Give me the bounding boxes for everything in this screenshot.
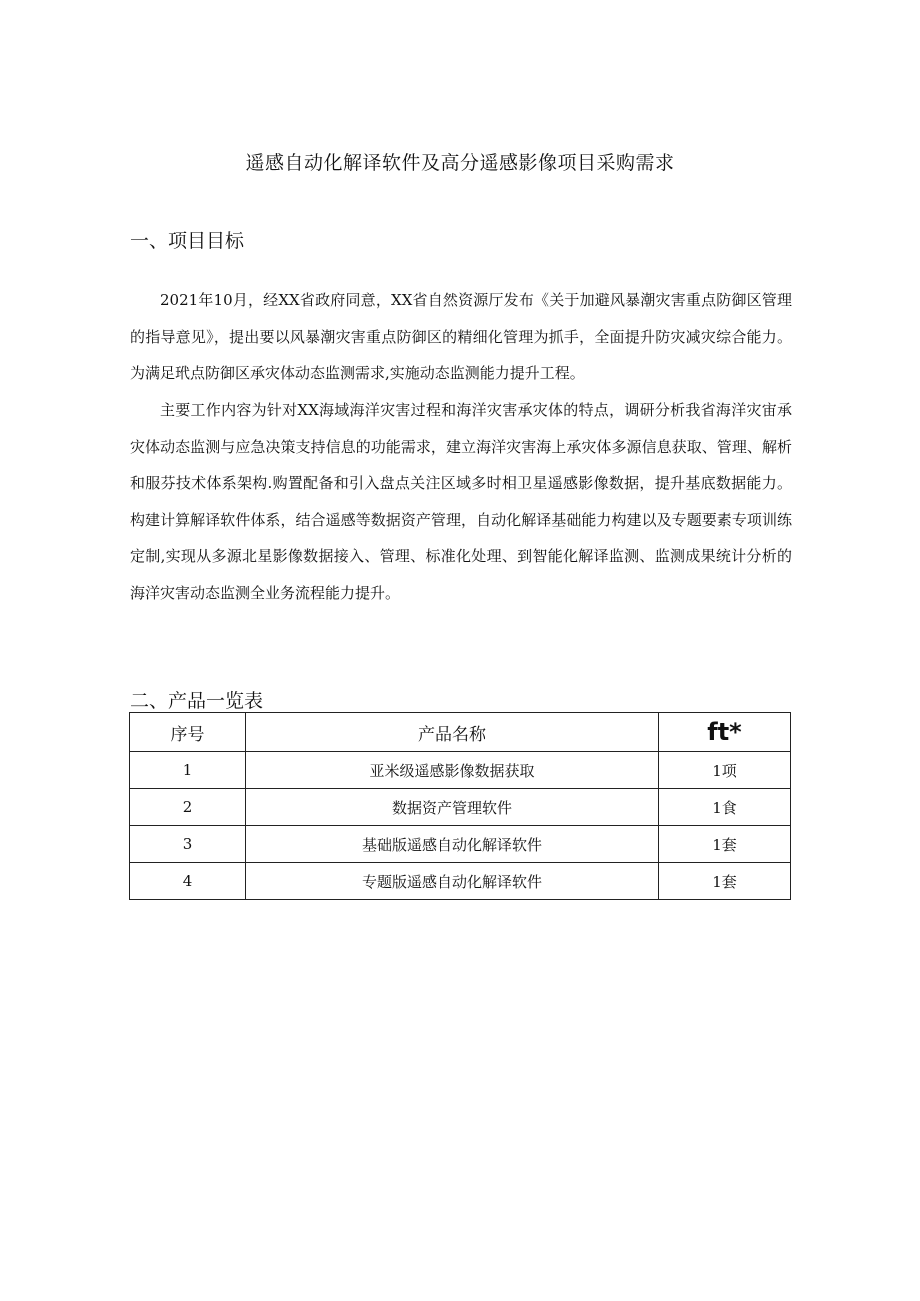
paragraph-main-work: 主要工作内容为针对XX海域海洋灾害过程和海洋灾害承灾体的特点，调研分析我省海洋灾宙承灾体动态监测与应急决策支持信息的功能需求，建立海洋灾害海上承灾体多源信息获取、管理、解析和服芬技术体系架构.购置配备和引入盘点关注区域多时相卫星遥感影像数据，提升基底数据能力。构建计算解译软件体系，结合遥感等数据资产管理，自动化解译基础能力构建以及专题要素专项训练定制,实现从多源北星影像数据接入、管理、标准化处理、到智能化解译监测、监测成果统计分析的海洋灾害动态监测全业务流程能力提升。 [130, 401, 792, 602]
cell-quantity: 1项 [659, 752, 791, 789]
cell-index: 1 [130, 752, 246, 789]
cell-index: 3 [130, 826, 246, 863]
header-product-name: 产品名称 [246, 713, 659, 752]
cell-quantity: 1套 [659, 826, 791, 863]
cell-product-name: 亚米级遥感影像数据获取 [246, 752, 659, 789]
section-heading-project-goal: 一、项目目标 [130, 230, 245, 252]
cell-index: 4 [130, 863, 246, 900]
cell-product-name: 数据资产管理软件 [246, 789, 659, 826]
header-quantity: ft* [659, 713, 791, 752]
product-table [129, 712, 791, 900]
table-row [130, 752, 791, 789]
header-index: 序号 [130, 713, 246, 752]
section-heading-product-list: 二、产品一览表 [130, 690, 264, 712]
table-row [130, 789, 791, 826]
cell-index: 2 [130, 789, 246, 826]
paragraph-background: 2021年10月，经XX省政府同意，XX省自然资源厅发布《关于加避风暴潮灾害重点防御区管理的指导意见》，提出要以风暴潮灾害重点防御区的精细化管理为抓手，全面提升防灾减灾综合能力。为满足玳点防御区承灾体动态监测需求,实施动态监测能力提升工程。 [130, 291, 792, 382]
cell-quantity: 1套 [659, 863, 791, 900]
document-title: 遥感自动化解译软件及高分遥感影像项目采购需求 [245, 152, 675, 174]
table-row [130, 826, 791, 863]
cell-product-name: 专题版遥感自动化解译软件 [246, 863, 659, 900]
table-header-row [130, 713, 791, 752]
cell-product-name: 基础版遥感自动化解译软件 [246, 826, 659, 863]
table-row [130, 863, 791, 900]
cell-quantity: 1食 [659, 789, 791, 826]
